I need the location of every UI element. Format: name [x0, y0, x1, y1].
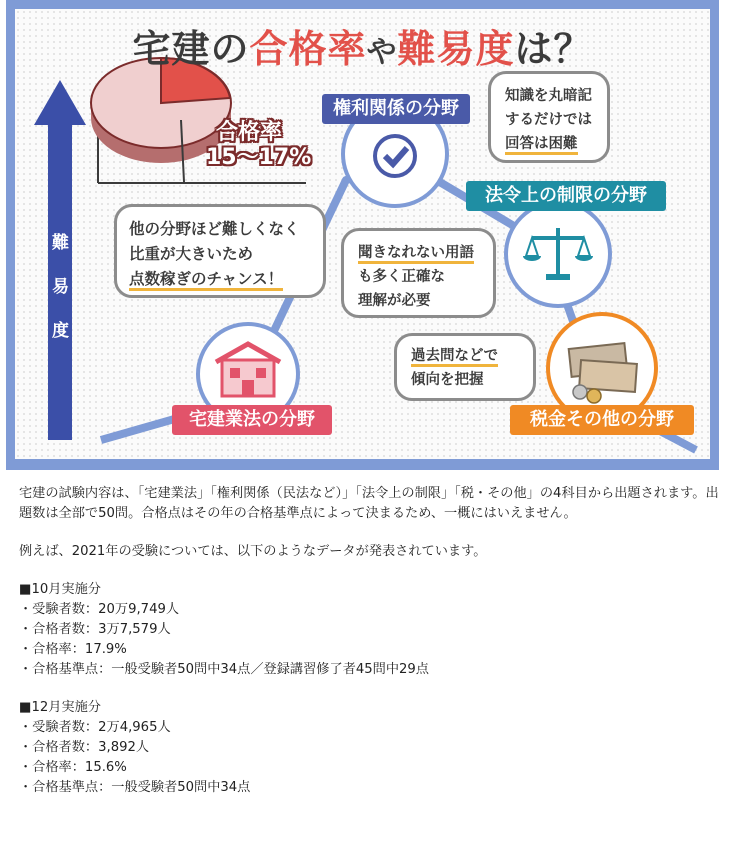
pass-rate-value: 15〜17% [206, 145, 312, 170]
section-december [19, 698, 724, 798]
title-difficulty: 難易度 [397, 27, 515, 71]
bubble-hourei-line1: 聞きなれない用語 [358, 245, 474, 264]
list-item: ・合格基準点：一般受験者50問中34点 [19, 780, 251, 795]
pass-rate-label [206, 120, 311, 170]
list-item: ・受験者数：2万4,965人 [19, 720, 171, 735]
difficulty-arrow [34, 80, 86, 440]
section-october [19, 580, 724, 680]
bubble-zei-line1: 過去問などで [411, 348, 498, 367]
badge-hourei: 法令上の制限の分野 [466, 181, 666, 211]
section-heading: ■10月実施分 [19, 582, 101, 597]
title-part1: 宅建の [132, 27, 250, 71]
section-heading: ■12月実施分 [19, 700, 101, 715]
badge-zei: 税金その他の分野 [510, 405, 694, 435]
bubble-zei [394, 333, 536, 401]
title-particle: や [366, 35, 398, 70]
axis-label-1: 難 [52, 233, 69, 253]
scale-icon [508, 204, 608, 304]
infographic-title [6, 18, 719, 73]
list-item: ・合格基準点：一般受験者50問中34点／登録講習修了者45問中29点 [19, 662, 429, 677]
title-part5: は？ [514, 27, 593, 71]
list-item: ・合格率：17.9% [19, 642, 127, 657]
badge-kenri: 権利関係の分野 [322, 94, 470, 124]
badge-takken: 宅建業法の分野 [172, 405, 332, 435]
bubble-takken [114, 204, 326, 298]
article-body [19, 484, 724, 798]
pass-rate-title: 合格率 [216, 120, 283, 145]
title-pass-rate: 合格率 [249, 27, 367, 71]
bubble-kenri-line1: 知識を丸暗記 [505, 88, 592, 104]
bubble-zei-line2: 傾向を把握 [411, 372, 484, 388]
list-item: ・合格者数：3万7,579人 [19, 622, 171, 637]
bubble-hourei-line2: も多く正確な [358, 269, 445, 285]
axis-label-3: 度 [52, 321, 69, 341]
intro-paragraph: 宅建の試験内容は、「宅建業法」「権利関係（民法など）」「法令上の制限」「税・その他」の4科目から出題されます。出題数は全部で50問。合格点はその年の合格基準点によって決まるため、一概にはいえません。 [19, 486, 719, 521]
bubble-takken-line2: 比重が大きいため [129, 245, 254, 263]
bubble-hourei-line3: 理解が必要 [358, 293, 431, 309]
list-item: ・受験者数：20万9,749人 [19, 602, 180, 617]
bubble-hourei [341, 228, 496, 318]
example-paragraph: 例えば、2021年の受験については、以下のようなデータが発表されています。 [19, 544, 487, 559]
axis-label-2: 易 [52, 277, 69, 297]
bubble-takken-line3: 点数稼ぎのチャンス！ [129, 270, 283, 291]
bubble-kenri [488, 71, 610, 163]
list-item: ・合格率：15.6% [19, 760, 127, 775]
bubble-kenri-line3: 回答は困難 [505, 136, 578, 155]
scale-circle [504, 200, 612, 308]
bubble-takken-line1: 他の分野ほど難しくなく [129, 220, 300, 238]
infographic-image [6, 0, 719, 470]
bubble-kenri-line2: するだけでは [505, 112, 592, 128]
list-item: ・合格者数：3,892人 [19, 740, 150, 755]
